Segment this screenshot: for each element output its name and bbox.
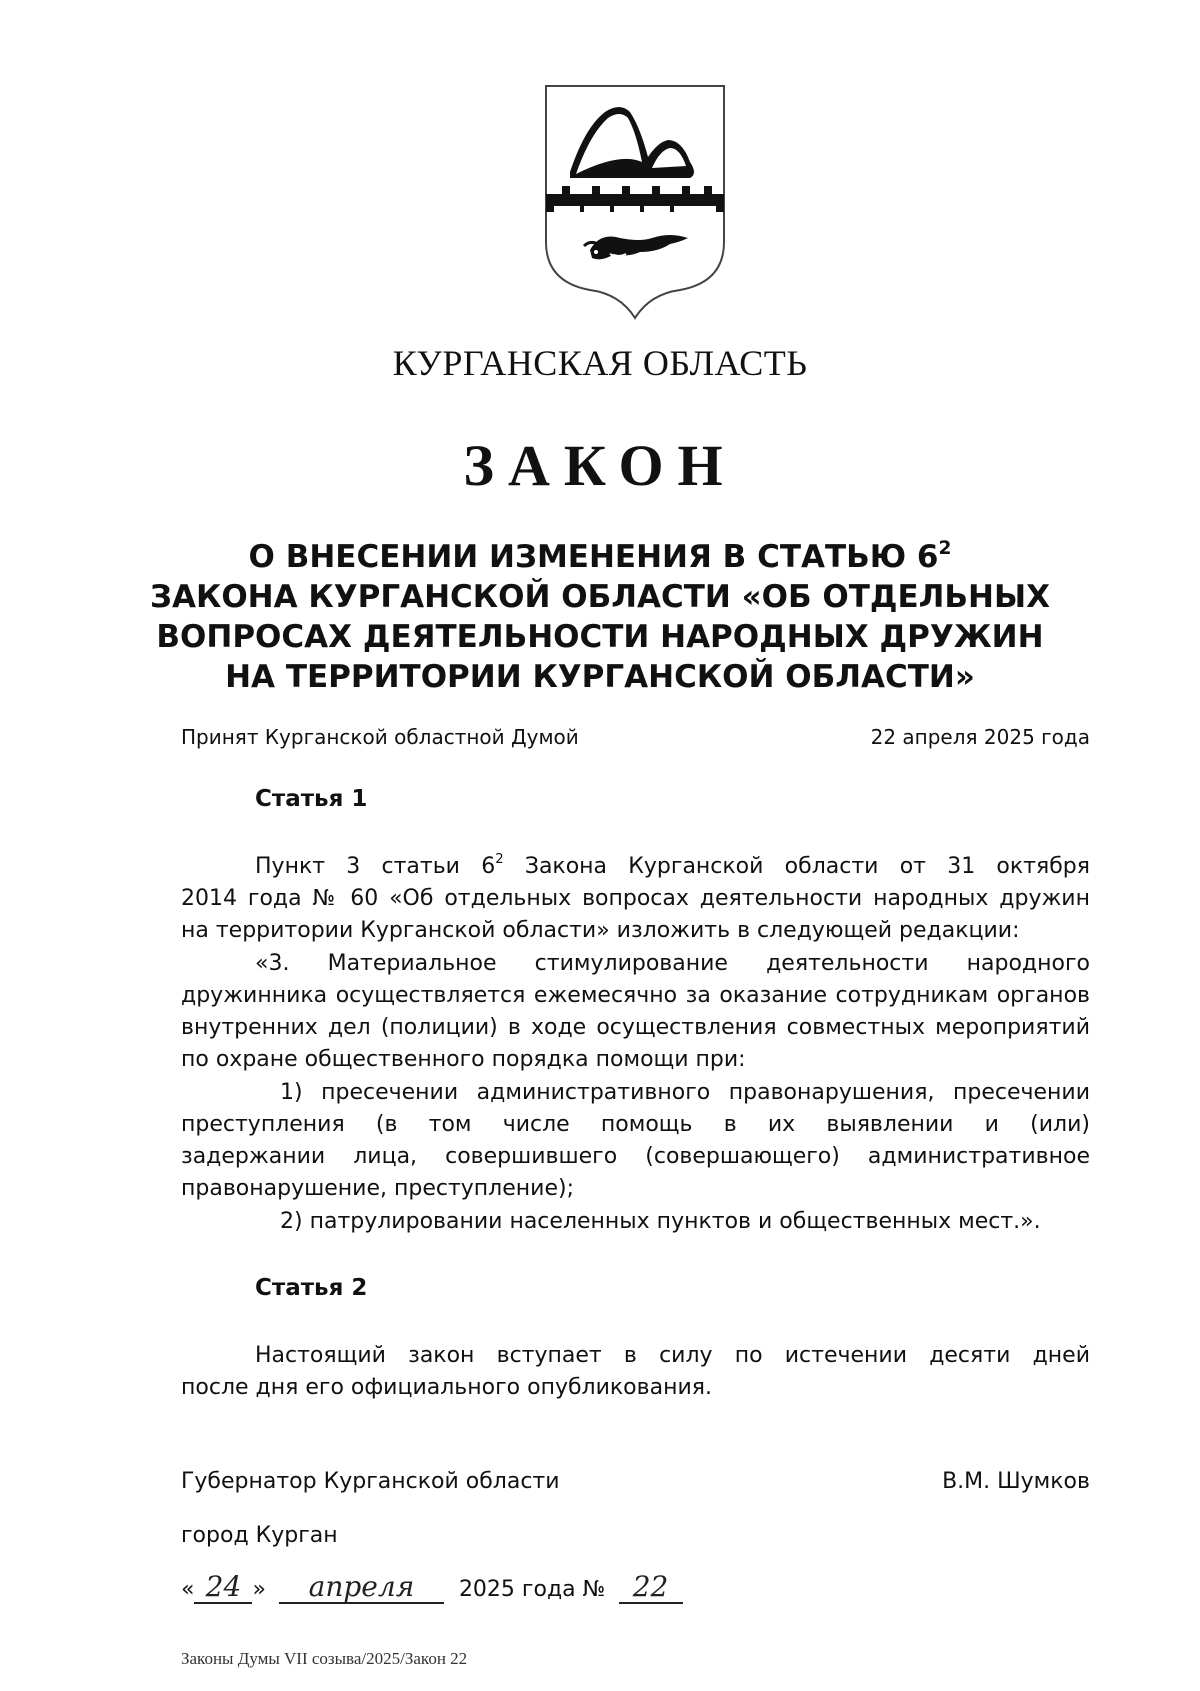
- handwritten-law-number: 22: [619, 1572, 683, 1604]
- article-1-line: преступления (в том числе помощь в их выявлении и (или): [181, 1112, 1090, 1137]
- superscript: 2: [495, 852, 504, 868]
- article-1-line: на территории Курганской области» изложить в следующей редакции:: [181, 918, 1020, 943]
- article-1-line: правонарушение, преступление);: [181, 1176, 574, 1201]
- law-title-line-2: ЗАКОНА КУРГАНСКОЙ ОБЛАСТИ «ОБ ОТДЕЛЬНЫХ: [149, 579, 1051, 615]
- superscript: 2: [938, 537, 952, 559]
- governor-position: Губернатор Курганской области: [181, 1469, 560, 1494]
- article-1-line: задержании лица, совершившего (совершающего) административное: [181, 1144, 1090, 1169]
- article-1-line: Пункт 3 статьи $6^2$ Закона Курганской области от 31 октября: [255, 852, 1090, 879]
- law-title-line-1: О ВНЕСЕНИИ ИЗМЕНЕНИЯ В СТАТЬЮ $6^2$: [248, 537, 952, 575]
- signing-date-line: « 24 » апреля 2025 года № 22: [181, 1572, 683, 1605]
- article-1-line: дружинника осуществляется ежемесячно за оказание сотрудникам органов: [181, 983, 1090, 1008]
- article-1-line: 1) пресечении административного правонарушения, пресечении: [280, 1080, 1090, 1105]
- article-1-line: по охране общественного порядка помощи при:: [181, 1047, 746, 1072]
- article-1-line: «3. Материальное стимулирование деятельности народного: [255, 951, 1090, 976]
- article-1-line: 2014 года № 60 «Об отдельных вопросах деятельности народных дружин: [181, 886, 1090, 911]
- handwritten-month: апреля: [279, 1572, 444, 1604]
- city: город Курган: [181, 1523, 338, 1548]
- article-1-line: 2) патрулировании населенных пунктов и общественных мест.».: [280, 1209, 1041, 1234]
- article-2-heading: Статья 2: [255, 1275, 368, 1301]
- law-title: [0, 537, 1200, 697]
- article-2-line: Настоящий закон вступает в силу по истечении десяти дней: [255, 1343, 1090, 1368]
- article-1-heading: Статья 1: [255, 786, 368, 812]
- document-code: Законы Думы VII созыва/2025/Закон 22: [181, 1649, 468, 1668]
- coat-of-arms-emblem: [540, 82, 730, 322]
- governor-name: В.М. Шумков: [942, 1469, 1090, 1494]
- adoption-date: 22 апреля 2025 года: [870, 725, 1090, 749]
- article-2-line: после дня его официального опубликования.: [181, 1375, 712, 1400]
- handwritten-day: 24: [194, 1572, 252, 1604]
- article-1-line: внутренних дел (полиции) в ходе осуществления совместных мероприятий: [181, 1015, 1090, 1040]
- law-title-line-3: ВОПРОСАХ ДЕЯТЕЛЬНОСТИ НАРОДНЫХ ДРУЖИН: [156, 619, 1044, 655]
- document-type-title: ЗАКОН: [463, 433, 737, 498]
- adopted-by: Принят Курганской областной Думой: [181, 725, 579, 749]
- law-title-line-4: НА ТЕРРИТОРИИ КУРГАНСКОЙ ОБЛАСТИ»: [225, 659, 975, 695]
- region-title: КУРГАНСКАЯ ОБЛАСТЬ: [392, 343, 808, 383]
